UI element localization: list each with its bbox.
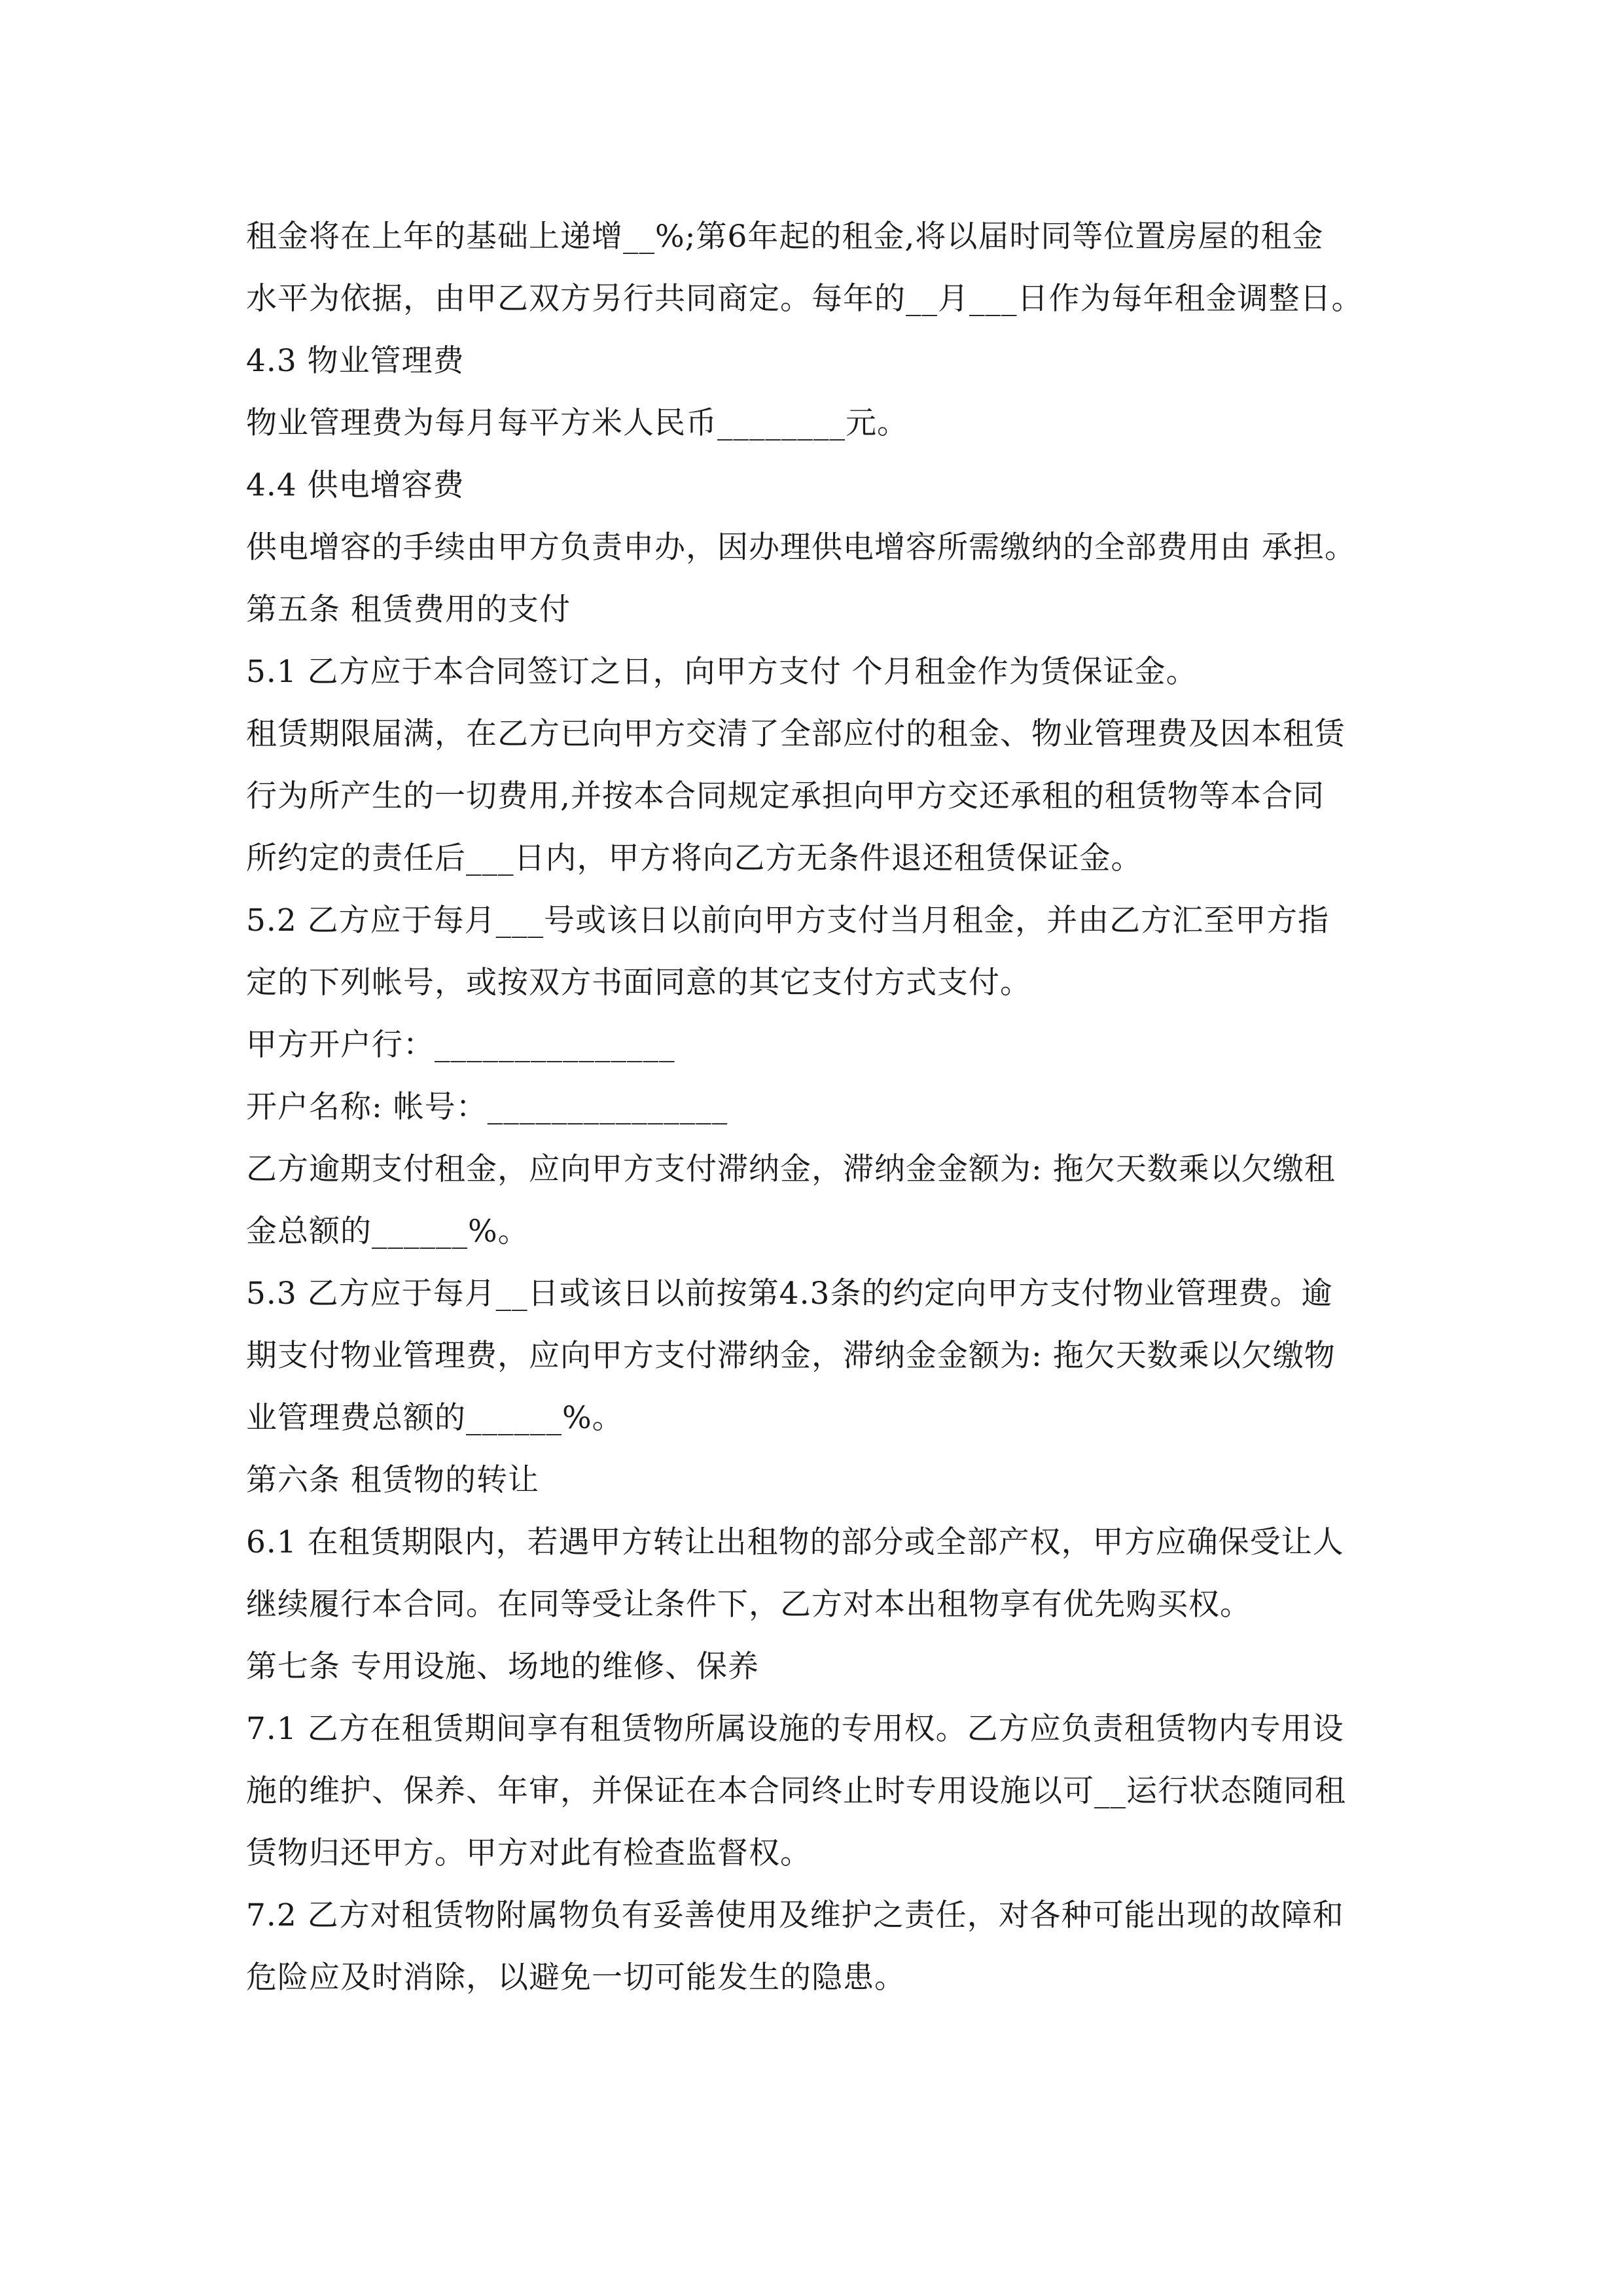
text-line: 施的维护、保养、年审，并保证在本合同终止时专用设施以可__运行状态随同租 [246, 1773, 1346, 1809]
text-line: 赁物归还甲方。甲方对此有检查监督权。 [246, 1835, 812, 1871]
text-line: 业管理费总额的______%。 [246, 1400, 624, 1436]
text-line: 租赁期限届满，在乙方已向甲方交清了全部应付的租金、物业管理费及因本租赁 [246, 716, 1346, 752]
text-line: 定的下列帐号，或按双方书面同意的其它支付方式支付。 [246, 965, 1031, 1001]
text-line: 5.1 乙方应于本合同签订之日，向甲方支付 个月租金作为赁保证金。 [246, 654, 1198, 690]
section-heading: 4.4 供电增容费 [246, 467, 465, 503]
text-line: 所约定的责任后___日内，甲方将向乙方无条件退还租赁保证金。 [246, 840, 1143, 876]
article-heading: 第七条 专用设施、场地的维修、保养 [246, 1649, 759, 1685]
text-line: 继续履行本合同。在同等受让条件下，乙方对本出租物享有优先购买权。 [246, 1587, 1251, 1623]
account-field-line: 开户名称: 帐号：_______________ [246, 1089, 728, 1125]
text-line: 6.1 在租赁期限内，若遇甲方转让出租物的部分或全部产权，甲方应确保受让人 [246, 1524, 1344, 1560]
text-line: 乙方逾期支付租金，应向甲方支付滞纳金，滞纳金金额为: 拖欠天数乘以欠缴租 [246, 1151, 1336, 1187]
bank-field-line: 甲方开户行：_______________ [246, 1027, 675, 1063]
section-heading: 4.3 物业管理费 [246, 343, 465, 379]
article-heading: 第六条 租赁物的转让 [246, 1462, 539, 1498]
text-line: 行为所产生的一切费用,并按本合同规定承担向甲方交还承租的租赁物等本合同 [246, 778, 1325, 814]
text-line: 物业管理费为每月每平方米人民币________元。 [246, 405, 908, 441]
text-line: 5.2 乙方应于每月___号或该日以前向甲方支付当月租金，并由乙方汇至甲方指 [246, 903, 1330, 939]
text-line: 水平为依据，由甲乙双方另行共同商定。每年的__月___日作为每年租金调整日。 [246, 281, 1363, 317]
text-line: 金总额的______%。 [246, 1213, 529, 1249]
text-line: 7.2 乙方对租赁物附属物负有妥善使用及维护之责任，对各种可能出现的故障和 [246, 1897, 1344, 1933]
article-heading: 第五条 租赁费用的支付 [246, 592, 571, 628]
text-line: 供电增容的手续由甲方负责申办，因办理供电增容所需缴纳的全部费用由 承担。 [246, 529, 1356, 565]
text-line: 5.3 乙方应于每月__日或该日以前按第4.3条的约定向甲方支付物业管理费。逾 [246, 1276, 1333, 1312]
text-line: 租金将在上年的基础上递增__%;第6年起的租金,将以届时同等位置房屋的租金 [246, 219, 1324, 255]
text-line: 危险应及时消除，以避免一切可能发生的隐患。 [246, 1960, 906, 1996]
document-body [246, 206, 1398, 2009]
text-line: 期支付物业管理费，应向甲方支付滞纳金，滞纳金金额为: 拖欠天数乘以欠缴物 [246, 1338, 1336, 1374]
text-line: 7.1 乙方在租赁期间享有租赁物所属设施的专用权。乙方应负责租赁物内专用设 [246, 1711, 1344, 1747]
